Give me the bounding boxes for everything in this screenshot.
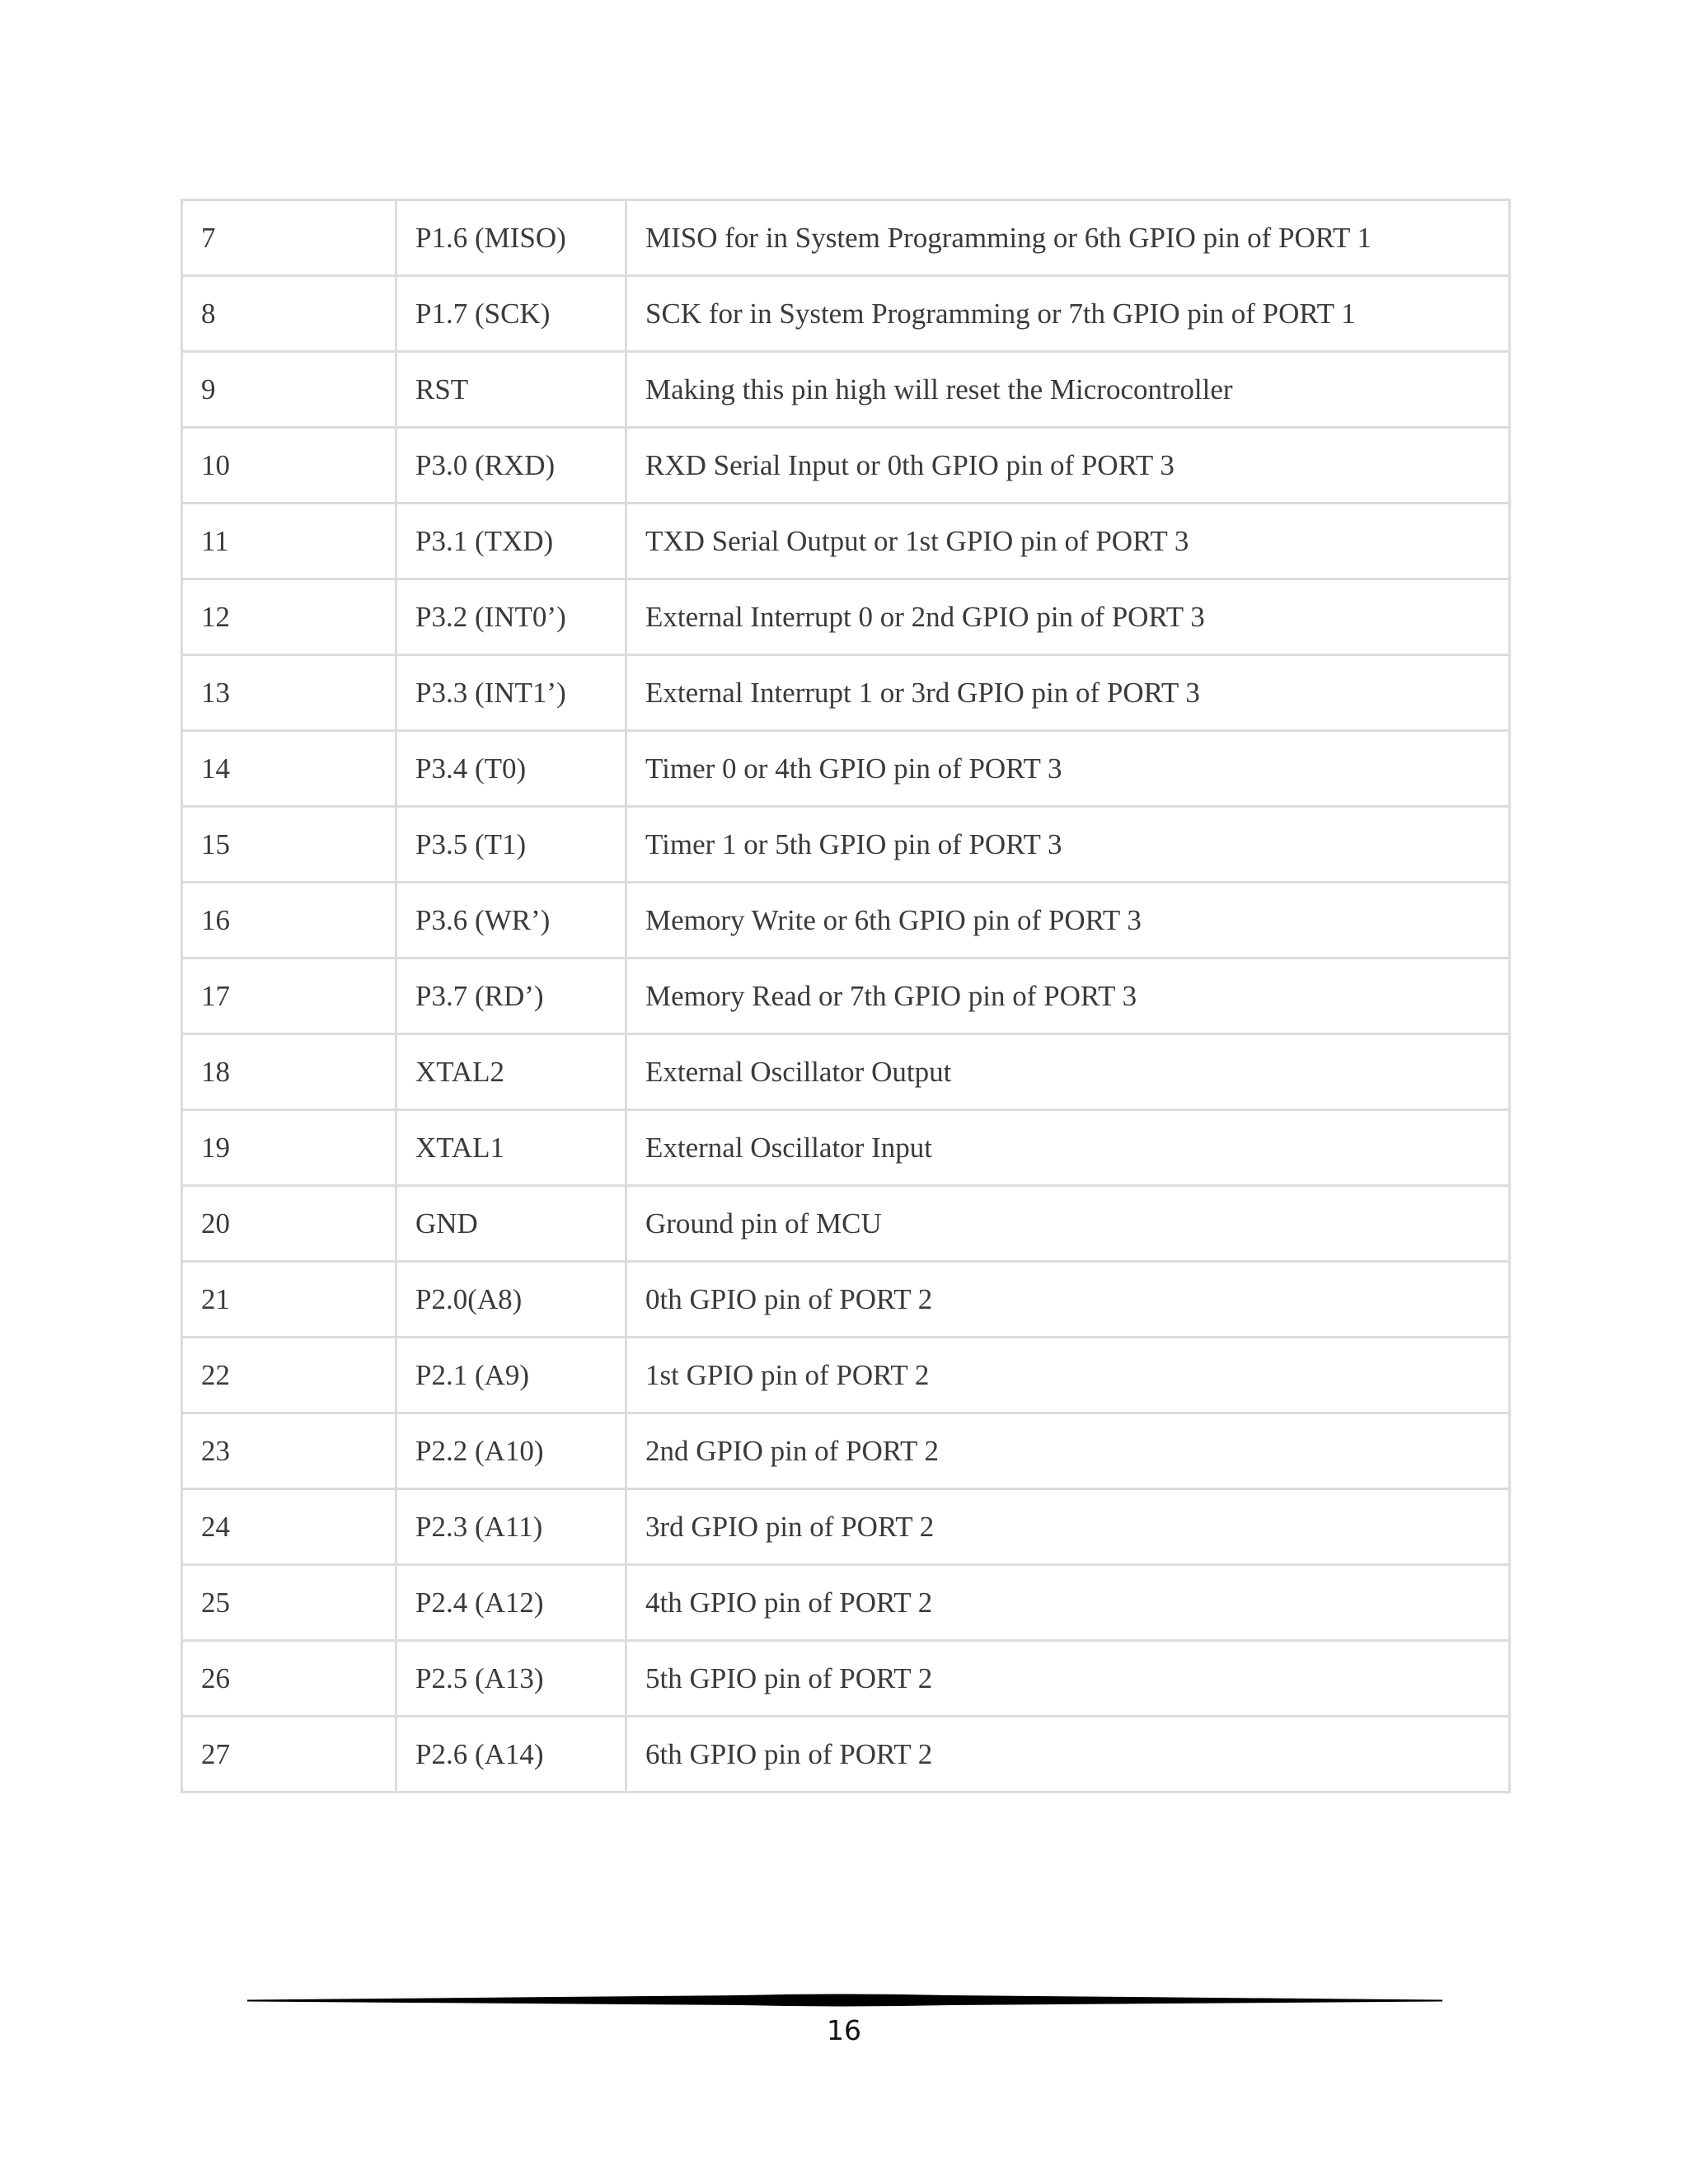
table-row [182, 807, 1510, 883]
table-row [182, 1413, 1510, 1489]
table-row [182, 1338, 1510, 1413]
pin-name-cell: P3.3 (INT1’) [396, 655, 626, 731]
table-row [182, 1262, 1510, 1338]
pin-name-cell: P1.6 (MISO) [396, 200, 626, 276]
pin-number-cell: 15 [182, 807, 396, 883]
pin-description-cell: Ground pin of MCU [626, 1186, 1510, 1262]
pin-name-cell: P3.1 (TXD) [396, 504, 626, 579]
pin-number-cell: 24 [182, 1489, 396, 1565]
pin-name-cell: P3.0 (RXD) [396, 428, 626, 504]
pin-description-cell: External Interrupt 1 or 3rd GPIO pin of PORT 3 [626, 655, 1510, 731]
table-row [182, 579, 1510, 655]
pin-number-cell: 26 [182, 1641, 396, 1717]
pin-name-cell: P3.2 (INT0’) [396, 579, 626, 655]
pin-description-cell: 4th GPIO pin of PORT 2 [626, 1565, 1510, 1641]
pin-number-cell: 14 [182, 731, 396, 807]
pin-description-cell: 3rd GPIO pin of PORT 2 [626, 1489, 1510, 1565]
pin-description-cell: 5th GPIO pin of PORT 2 [626, 1641, 1510, 1717]
pin-number-cell: 16 [182, 883, 396, 958]
pin-number-cell: 11 [182, 504, 396, 579]
pin-name-cell: GND [396, 1186, 626, 1262]
table-row [182, 1717, 1510, 1793]
pin-description-cell: TXD Serial Output or 1st GPIO pin of PORT 3 [626, 504, 1510, 579]
pin-number-cell: 8 [182, 276, 396, 352]
pin-name-cell: P2.1 (A9) [396, 1338, 626, 1413]
pin-description-cell: External Oscillator Output [626, 1034, 1510, 1110]
pin-description-cell: 0th GPIO pin of PORT 2 [626, 1262, 1510, 1338]
table-row [182, 1489, 1510, 1565]
pin-number-cell: 20 [182, 1186, 396, 1262]
pin-description-cell: Timer 1 or 5th GPIO pin of PORT 3 [626, 807, 1510, 883]
pin-description-cell: RXD Serial Input or 0th GPIO pin of PORT 3 [626, 428, 1510, 504]
pin-description-cell: Timer 0 or 4th GPIO pin of PORT 3 [626, 731, 1510, 807]
pin-description-cell: 2nd GPIO pin of PORT 2 [626, 1413, 1510, 1489]
pin-name-cell: P1.7 (SCK) [396, 276, 626, 352]
pin-number-cell: 13 [182, 655, 396, 731]
pin-name-cell: P3.6 (WR’) [396, 883, 626, 958]
table-row [182, 428, 1510, 504]
pin-number-cell: 10 [182, 428, 396, 504]
pin-description-cell: Making this pin high will reset the Microcontroller [626, 352, 1510, 428]
pin-name-cell: P2.2 (A10) [396, 1413, 626, 1489]
table-row [182, 958, 1510, 1034]
pin-number-cell: 9 [182, 352, 396, 428]
pin-name-cell: P3.5 (T1) [396, 807, 626, 883]
pin-description-cell: Memory Write or 6th GPIO pin of PORT 3 [626, 883, 1510, 958]
table-row [182, 655, 1510, 731]
pin-number-cell: 22 [182, 1338, 396, 1413]
table-row [182, 731, 1510, 807]
pin-name-cell: P2.5 (A13) [396, 1641, 626, 1717]
pin-description-cell: SCK for in System Programming or 7th GPIO pin of PORT 1 [626, 276, 1510, 352]
pin-description-cell: 1st GPIO pin of PORT 2 [626, 1338, 1510, 1413]
table-row [182, 1186, 1510, 1262]
pin-description-cell: Memory Read or 7th GPIO pin of PORT 3 [626, 958, 1510, 1034]
table-row [182, 352, 1510, 428]
pin-description-cell: External Oscillator Input [626, 1110, 1510, 1186]
page-number: 16 [827, 2014, 861, 2046]
table-row [182, 1110, 1510, 1186]
pin-name-cell: P2.6 (A14) [396, 1717, 626, 1793]
pin-description-table [181, 199, 1511, 1793]
pin-name-cell: P3.7 (RD’) [396, 958, 626, 1034]
pin-number-cell: 25 [182, 1565, 396, 1641]
pin-number-cell: 27 [182, 1717, 396, 1793]
pin-name-cell: P3.4 (T0) [396, 731, 626, 807]
pin-number-cell: 17 [182, 958, 396, 1034]
table-row [182, 1565, 1510, 1641]
pin-name-cell: XTAL2 [396, 1034, 626, 1110]
pin-number-cell: 21 [182, 1262, 396, 1338]
pin-name-cell: P2.3 (A11) [396, 1489, 626, 1565]
table-row [182, 504, 1510, 579]
pin-number-cell: 18 [182, 1034, 396, 1110]
pin-description-cell: 6th GPIO pin of PORT 2 [626, 1717, 1510, 1793]
pin-name-cell: P2.4 (A12) [396, 1565, 626, 1641]
table-row [182, 1641, 1510, 1717]
pin-name-cell: RST [396, 352, 626, 428]
pin-number-cell: 12 [182, 579, 396, 655]
pin-description-cell: External Interrupt 0 or 2nd GPIO pin of PORT 3 [626, 579, 1510, 655]
footer-divider [247, 1993, 1442, 2009]
pin-number-cell: 7 [182, 200, 396, 276]
table-row [182, 1034, 1510, 1110]
table-row [182, 276, 1510, 352]
pin-name-cell: P2.0(A8) [396, 1262, 626, 1338]
pin-number-cell: 19 [182, 1110, 396, 1186]
pin-description-cell: MISO for in System Programming or 6th GPIO pin of PORT 1 [626, 200, 1510, 276]
pin-table-body [182, 200, 1510, 1793]
pin-name-cell: XTAL1 [396, 1110, 626, 1186]
pin-number-cell: 23 [182, 1413, 396, 1489]
table-row [182, 883, 1510, 958]
table-row [182, 200, 1510, 276]
